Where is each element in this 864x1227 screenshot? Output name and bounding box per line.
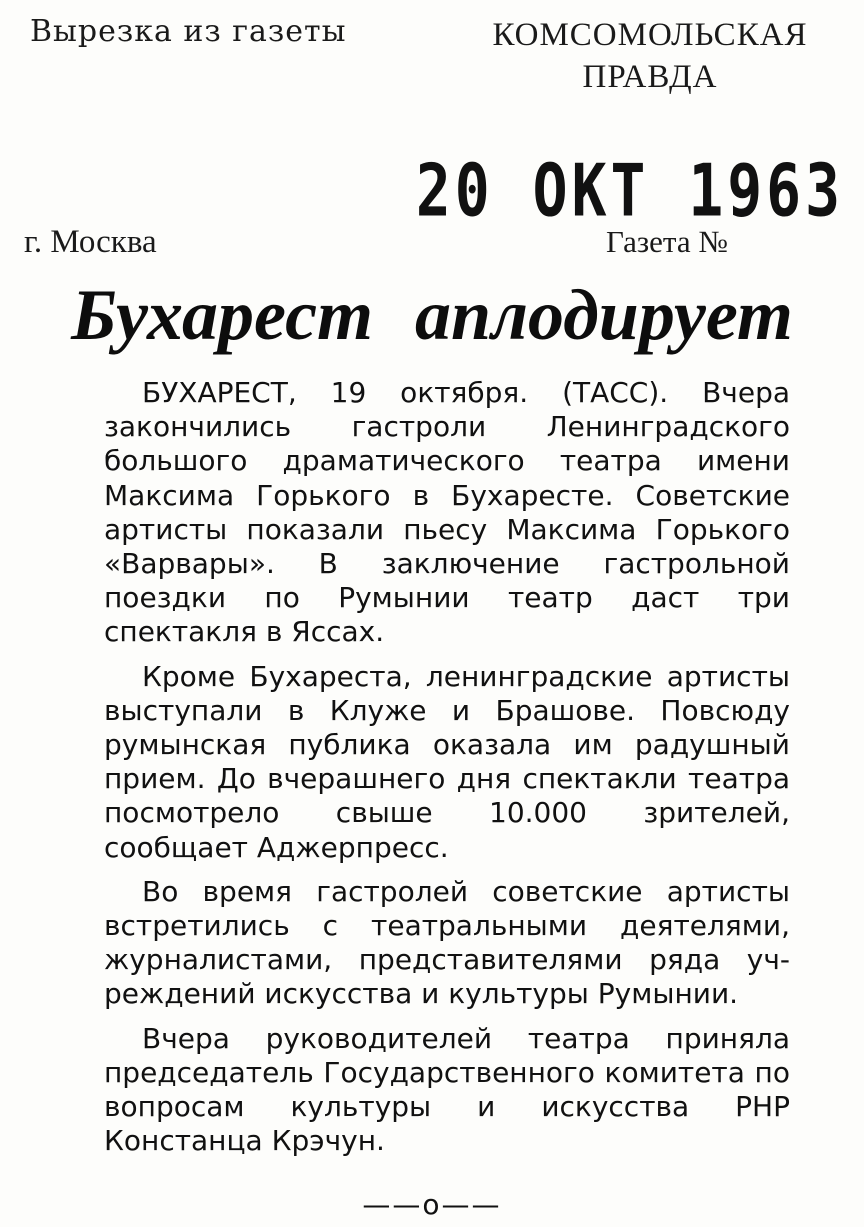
article-paragraph: Вчера руководителей театра приняла председатель Государственного комитета по вопросам культуры и искусства РНР Констанца Крэчун. [104, 1021, 790, 1158]
article-paragraph: БУХАРЕСТ, 19 октября. (ТАСС). Вчера закончились гастроли Ленинградского большого драматического театра имени Максима Горького в Бухаресте. Советские артисты показали пьесу Максима Горького «Варвары». В заключение гастрольной поездки по Румынии театр даст три спектакля в Яссах. [104, 376, 790, 649]
city-label: г. Москва [24, 224, 157, 260]
issue-label: Газета № [606, 224, 728, 259]
newspaper-name-line2: ПРАВДА [582, 59, 718, 95]
article-body [104, 376, 790, 1168]
article-headline: Бухарест аплодирует [71, 275, 793, 355]
clipping-label: Вырезка из газеты [30, 14, 347, 49]
end-mark: ——о—— [362, 1188, 502, 1221]
newspaper-name [450, 14, 850, 98]
article-paragraph: Кроме Бухареста, ленинградские артисты выступали в Клуже и Брашове. Повсюду румынская публика оказала им радушный прием. До вчерашнего дня спектакли театра посмотрело свыше 10.000 зрителей, сообщает Аджерпресс. [104, 659, 790, 864]
newspaper-name-line1: КОМСОМОЛЬСКАЯ [492, 17, 808, 53]
date-stamp: 20 ОКТ 1963 [415, 148, 844, 233]
article-paragraph: Во время гастролей советские артисты встретились с театральными деятелями, журналистами, представителями ряда учреждений искусства и культуры Румынии. [104, 874, 790, 1011]
